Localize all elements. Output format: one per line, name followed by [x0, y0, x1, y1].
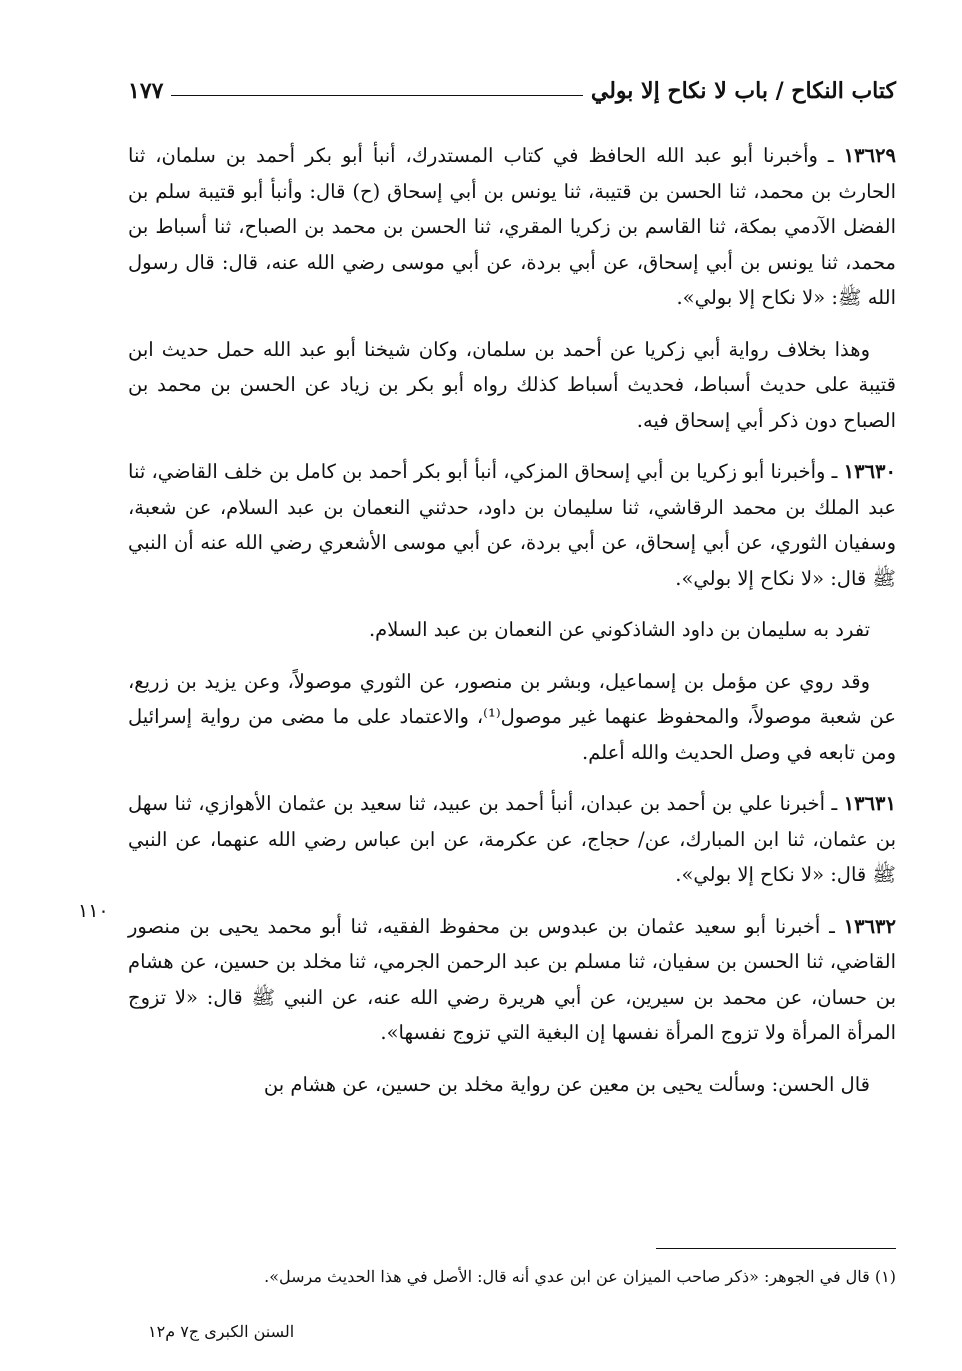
paragraph-text: وقد روي عن مؤمل بن إسماعيل، وبشر بن منصور، عن الثوري موصولاً، وعن يزيد بن زريع، عن شعبة موصولاً، والمحفوظ عنهما غير موصول⁽¹⁾، والاعتماد على ما مضى من رواية إسرائيل ومن تابعه في وصل الحديث والله أعلم.	[128, 669, 896, 764]
commentary-paragraph	[128, 612, 896, 648]
paragraph-text: ـ أخبرنا علي بن أحمد بن عبدان، أنبأ أحمد بن عبيد، ثنا سعيد بن عثمان الأهوازي، ثنا سهل بن عثمان، ثنا ابن المبارك، عن/ حجاج، عن عكرمة، عن ابن عباس رضي الله عنهما، عن النبي ﷺ قال: «لا نكاح إلا بولي».	[128, 792, 896, 886]
paragraph-text: وهذا بخلاف رواية أبي زكريا عن أحمد بن سلمان، وكان شيخنا أبو عبد الله حمل حديث ابن قتيبة على حديث أسباط، فحديث أسباط كذلك رواه أبو بكر بن زياد عن الحسن بن محمد بن الصباح دون ذكر أبي إسحاق فيه.	[128, 337, 896, 432]
margin-page-reference: ١١٠	[78, 900, 109, 922]
paragraph-text: ـ وأخبرنا أبو زكريا بن أبي إسحاق المزكي، أنبأ أبو بكر أحمد بن كامل بن خلف القاضي، ثنا عبد الملك بن محمد الرقاشي، ثنا سليمان بن داود، حدثني النعمان بن عبد السلام، عن شعبة، وسفيان الثوري، عن أبي إسحاق، عن أبي بردة، عن أبي موسى الأشعري رضي الله عنه أن النبي ﷺ قال: «لا نكاح إلا بولي».	[128, 460, 896, 590]
commentary-paragraph	[128, 332, 896, 439]
paragraph-text: تفرد به سليمان بن داود الشاذكوني عن النعمان بن عبد السلام.	[368, 618, 870, 641]
paragraph-text: ـ وأخبرنا أبو عبد الله الحافظ في كتاب المستدرك، أنبأ أبو بكر أحمد بن سلمان، ثنا الحارث بن محمد، ثنا الحسن بن قتيبة، ثنا يونس بن أبي إسحاق (ح) قال: وأنبأ أبو قتيبة سلم بن الفضل الآدمي بمكة، ثنا القاسم بن زكريا المقري، ثنا الحسن بن محمد بن الصباح، ثنا أسباط بن محمد، ثنا يونس بن أبي إسحاق، عن أبي بردة، عن أبي موسى رضي الله عنه، قال: قال رسول الله ﷺ: «لا نكاح إلا بولي».	[128, 144, 896, 309]
hadith-paragraph	[128, 138, 896, 316]
printer-signature: السنن الكبرى ج٧ م١٢	[148, 1322, 295, 1341]
paragraph-text: ـ أخبرنا أبو سعيد عثمان بن عبدوس بن محفوظ الفقيه، ثنا أبو محمد يحيى بن منصور القاضي، ثنا الحسن بن سفيان، ثنا مسلم بن عبد الرحمن الجرمي، ثنا مخلد بن حسين، عن هشام بن حسان، عن محمد بن سيرين، عن أبي هريرة رضي الله عنه، عن النبي ﷺ قال: «لا تزوج المرأة المرأة ولا تزوج المرأة نفسها إن البغية التي تزوج نفسها».	[128, 914, 896, 1044]
hadith-number: ١٣٦٣١	[843, 792, 896, 815]
footnote-rule	[656, 1248, 896, 1249]
commentary-paragraph	[128, 664, 896, 771]
header-rule	[171, 95, 582, 96]
commentary-paragraph	[128, 1067, 896, 1103]
paragraph-text: قال الحسن: وسألت يحيى بن معين عن رواية مخلد بن حسين، عن هشام بن	[263, 1072, 870, 1096]
hadith-paragraph	[128, 909, 896, 1051]
chapter-title: كتاب النكاح / باب لا نكاح إلا بولي	[590, 78, 896, 104]
hadith-number: ١٣٦٣٢	[843, 914, 896, 938]
hadith-paragraph	[128, 786, 896, 893]
running-header	[128, 68, 896, 104]
footnote: (١) قال في الجوهر: «ذكر صاحب الميزان عن ابن عدي أنه قال: الأصل في هذا الحديث مرسل».	[264, 1267, 896, 1286]
main-text	[128, 138, 896, 1118]
hadith-number: ١٣٦٢٩	[843, 144, 896, 167]
hadith-number: ١٣٦٣٠	[843, 460, 896, 483]
page-number: ١٧٧	[128, 78, 164, 104]
hadith-paragraph	[128, 454, 896, 596]
